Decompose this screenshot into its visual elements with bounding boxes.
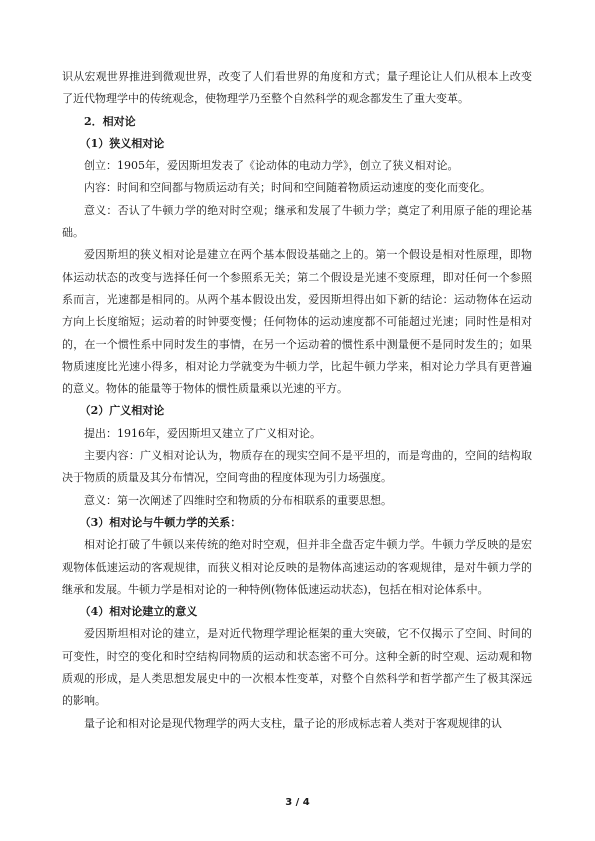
paragraph-special-postulates: 爱因斯坦的狭义相对论是建立在两个基本假设基础之上的。第一个假设是相对性原理，即物体运动状态的改变与选择任何一个参照系无关；第二个假设是光速不变原理，即对任何一个参照系而言，光速都是相同的。从两个基本假设出发，爱因斯坦得出如下新的结论：运动物体在运动方向上长度缩短；运动着的时钟要变慢；任何物体的运动速度都不可能超过光速；同时性是相对的，在一个惯性系中同时发生的事情，在另一个运动着的惯性系中测量便不是同时发生的；如果物质速度比光速小得多，相对论力学就变为牛顿力学，比起牛顿力学来，相对论力学具有更普遍的意义。物体的能量等于物体的惯性质量乘以光速的平方。 (62, 248, 532, 396)
subheading-relativity-meaning: （4）相对论建立的意义 (79, 605, 198, 619)
paragraph-general-content: 主要内容：广义相对论认为，物质存在的现实空间不是平坦的，而是弯曲的，空间的结构取决于物质的质量及其分布情况，空间弯曲的程度体现为引力场强度。 (62, 449, 532, 485)
paragraph-special-significance: 意义：否认了牛顿力学的绝对时空观；继承和发展了牛顿力学；奠定了利用原子能的理论基础。 (62, 203, 532, 240)
paragraph-relation-newton: 相对论打破了牛顿以来传统的绝对时空观，但并非全盘否定牛顿力学。牛顿力学反映的是宏观物体低速运动的客观规律，而狭义相对论反映的是物体高速运动的客观规律，是对牛顿力学的继承和发展。牛顿力学是相对论的一种特例(物体低速运动状态)，包括在相对论体系中。 (62, 538, 532, 596)
page-content (62, 66, 532, 735)
subheading-relation-newton: （3）相对论与牛顿力学的关系： (79, 515, 242, 529)
subheading-special-relativity: （1）狭义相对论 (79, 136, 165, 150)
page-number: 3 / 4 (285, 797, 310, 808)
paragraph-continued: 识从宏观世界推进到微观世界，改变了人们看世界的角度和方式；量子理论让人们从根本上改变了近代物理学中的传统观念，使物理学乃至整个自然科学的观念都发生了重大变革。 (62, 70, 532, 106)
paragraph-special-founding: 创立：1905年，爱因斯坦发表了《论动体的电动力学》，创立了狭义相对论。 (84, 159, 459, 173)
paragraph-special-content: 内容：时间和空间都与物质运动有关；时间和空间随着物质运动速度的变化而变化。 (84, 181, 491, 195)
subheading-general-relativity: （2）广义相对论 (79, 404, 165, 418)
paragraph-general-proposed: 提出：1916年，爱因斯坦又建立了广义相对论。 (84, 426, 321, 440)
paragraph-general-significance: 意义：第一次阐述了四维时空和物质的分布相联系的重要思想。 (84, 493, 392, 507)
paragraph-relativity-meaning: 爱因斯坦相对论的建立，是对近代物理学理论框架的重大突破，它不仅揭示了空间、时间的可变性，时空的变化和时空结构同物质的运动和状态密不可分。这种全新的时空观、运动观和物质观的形成，是人类思想发展史中的一次根本性变革，对整个自然科学和哲学都产生了极其深远的影响。 (62, 627, 532, 708)
paragraph-two-pillars: 量子论和相对论是现代物理学的两大支柱，量子论的形成标志着人类对于客观规律的认 (84, 716, 502, 730)
section-heading-relativity: 2．相对论 (84, 114, 136, 128)
